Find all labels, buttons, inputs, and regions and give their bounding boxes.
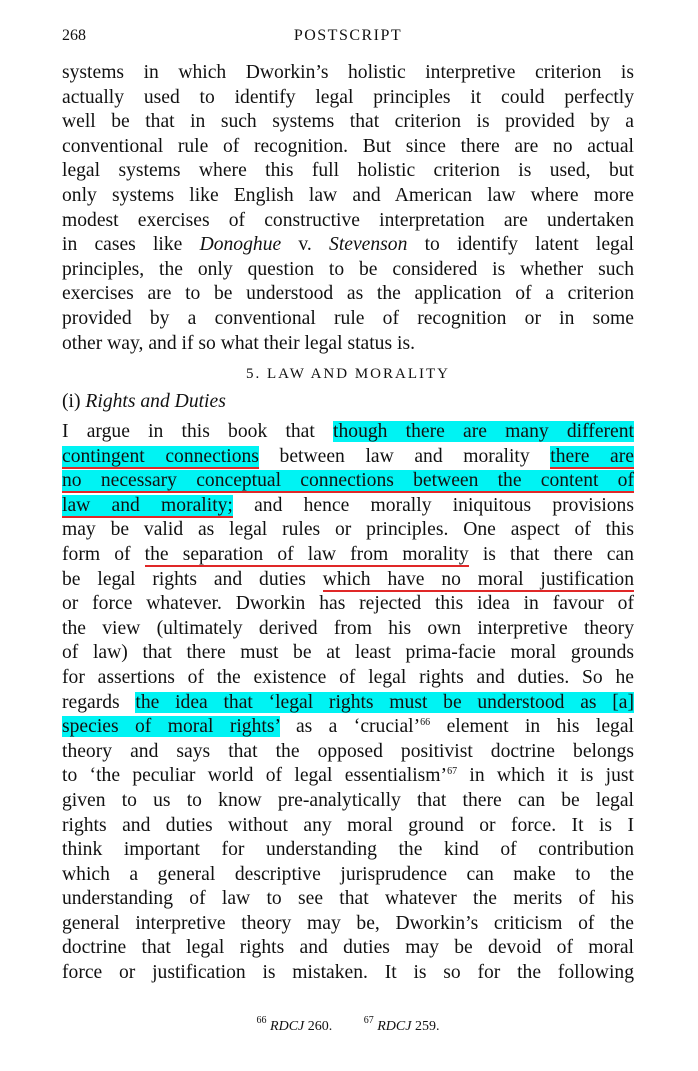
subsection-title: Rights and Duties [85, 391, 226, 412]
underlined-text: the separation of law from morality [144, 543, 469, 565]
highlighted-underlined-text: contingent connections [62, 445, 259, 467]
section-heading [62, 364, 634, 384]
footnotes [62, 1015, 634, 1036]
text-line: the view (ultimately derived from his own interpretive theory [62, 617, 634, 639]
footnote-67: $^{67}$ RDCJ 259. [363, 1015, 440, 1034]
text-line: exercises are to be understood as the application of a criterion [62, 283, 634, 305]
text-line: systems in which Dworkin’s holistic interpretive criterion is [62, 62, 634, 83]
text-line: actually used to identify legal principles it could perfectly [62, 86, 634, 108]
highlighted-text: the idea that ‘legal rights must be understood as [a] [135, 691, 634, 713]
highlighted-underlined-text: no necessary conceptual connections between the content of [62, 470, 634, 492]
text-line: be legal rights and duties which have no moral justification [62, 568, 634, 590]
text-line: law and morality; and hence morally iniquitous provisions [62, 494, 634, 516]
footnote-marker: 67 [447, 766, 458, 778]
case-name: Stevenson [329, 234, 408, 256]
highlighted-underlined-text: law and morality; [62, 494, 233, 516]
text-line: general interpretive theory may be, Dworkin’s criticism of the [62, 912, 634, 934]
text-line-case-citation: in cases like Donoghue v. Stevenson to identify latent legal [62, 234, 634, 256]
text-line: other way, and if so what their legal status is. [62, 332, 415, 354]
text-line: only systems like English law and American law where more [62, 184, 634, 206]
text-line: doctrine that legal rights and duties may be devoid of moral [62, 937, 634, 959]
text-line: think important for understanding the kind of contribution [62, 839, 634, 861]
case-name: Donoghue [199, 234, 282, 256]
text-line: force or justification is mistaken. It is so for the following [62, 962, 634, 984]
highlighted-underlined-text: there are [550, 445, 634, 467]
text-line: of law) that there must be at least prima-facie moral grounds [62, 642, 634, 664]
text-line: which a general descriptive jurisprudence can make to the [62, 863, 634, 885]
paragraph-continuation [62, 61, 634, 356]
text-line: to ‘the peculiar world of legal essentialism’$^{67}$ in which it is just [62, 765, 634, 787]
subsection-number: (i) [62, 391, 81, 412]
text-line: modest exercises of constructive interpretation are undertaken [62, 209, 634, 231]
running-head [62, 26, 634, 46]
text-line: well be that in such systems that criterion is provided by a [62, 111, 634, 133]
text-line: principles, the only question to be considered is whether such [62, 258, 634, 280]
section-title: LAW AND MORALITY [266, 366, 450, 382]
subsection-heading [62, 390, 226, 414]
text-line: conventional rule of recognition. But since there are no actual [62, 135, 634, 157]
text-line: contingent connections between law and morality there are [62, 445, 634, 467]
running-head-title: POSTSCRIPT [293, 27, 403, 44]
text-line: regards the idea that ‘legal rights must be understood as [a] [62, 691, 634, 713]
text-line: species of moral rights’ as a ‘crucial’$^{66}$ element in his legal [62, 716, 634, 738]
text-line: theory and says that the opposed positivist doctrine belongs [62, 740, 634, 762]
text-line: understanding of law to see that whatever the merits of his [62, 888, 634, 910]
footnote-marker: 66 [420, 717, 431, 729]
text-line: provided by a conventional rule of recognition or in some [62, 307, 634, 329]
text-line: legal systems where this full holistic criterion is used, but [62, 160, 634, 182]
text-line: form of the separation of law from morality is that there can [62, 543, 634, 565]
text-line: I argue in this book that though there are many different [62, 421, 634, 442]
highlighted-text: species of moral rights’ [62, 716, 280, 738]
text-line: given to us to know pre-analytically that there can be legal [62, 789, 634, 811]
section-number: 5. [245, 366, 262, 382]
text-line: may be valid as legal rules or principles. One aspect of this [62, 519, 634, 541]
text-line: or force whatever. Dworkin has rejected this idea in favour of [62, 593, 634, 615]
text-line: rights and duties without any moral ground or force. It is I [62, 814, 634, 836]
paragraph-rights-and-duties [62, 420, 634, 986]
footnote-66: $^{66}$ RDCJ 260. [256, 1015, 333, 1034]
underlined-text: which have no moral justification [322, 568, 634, 590]
highlighted-text: though there are many different [333, 421, 634, 442]
text-line: for assertions of the existence of legal rights and duties. So he [62, 666, 634, 688]
text-line [62, 469, 634, 494]
page-number: 268 [62, 27, 86, 44]
